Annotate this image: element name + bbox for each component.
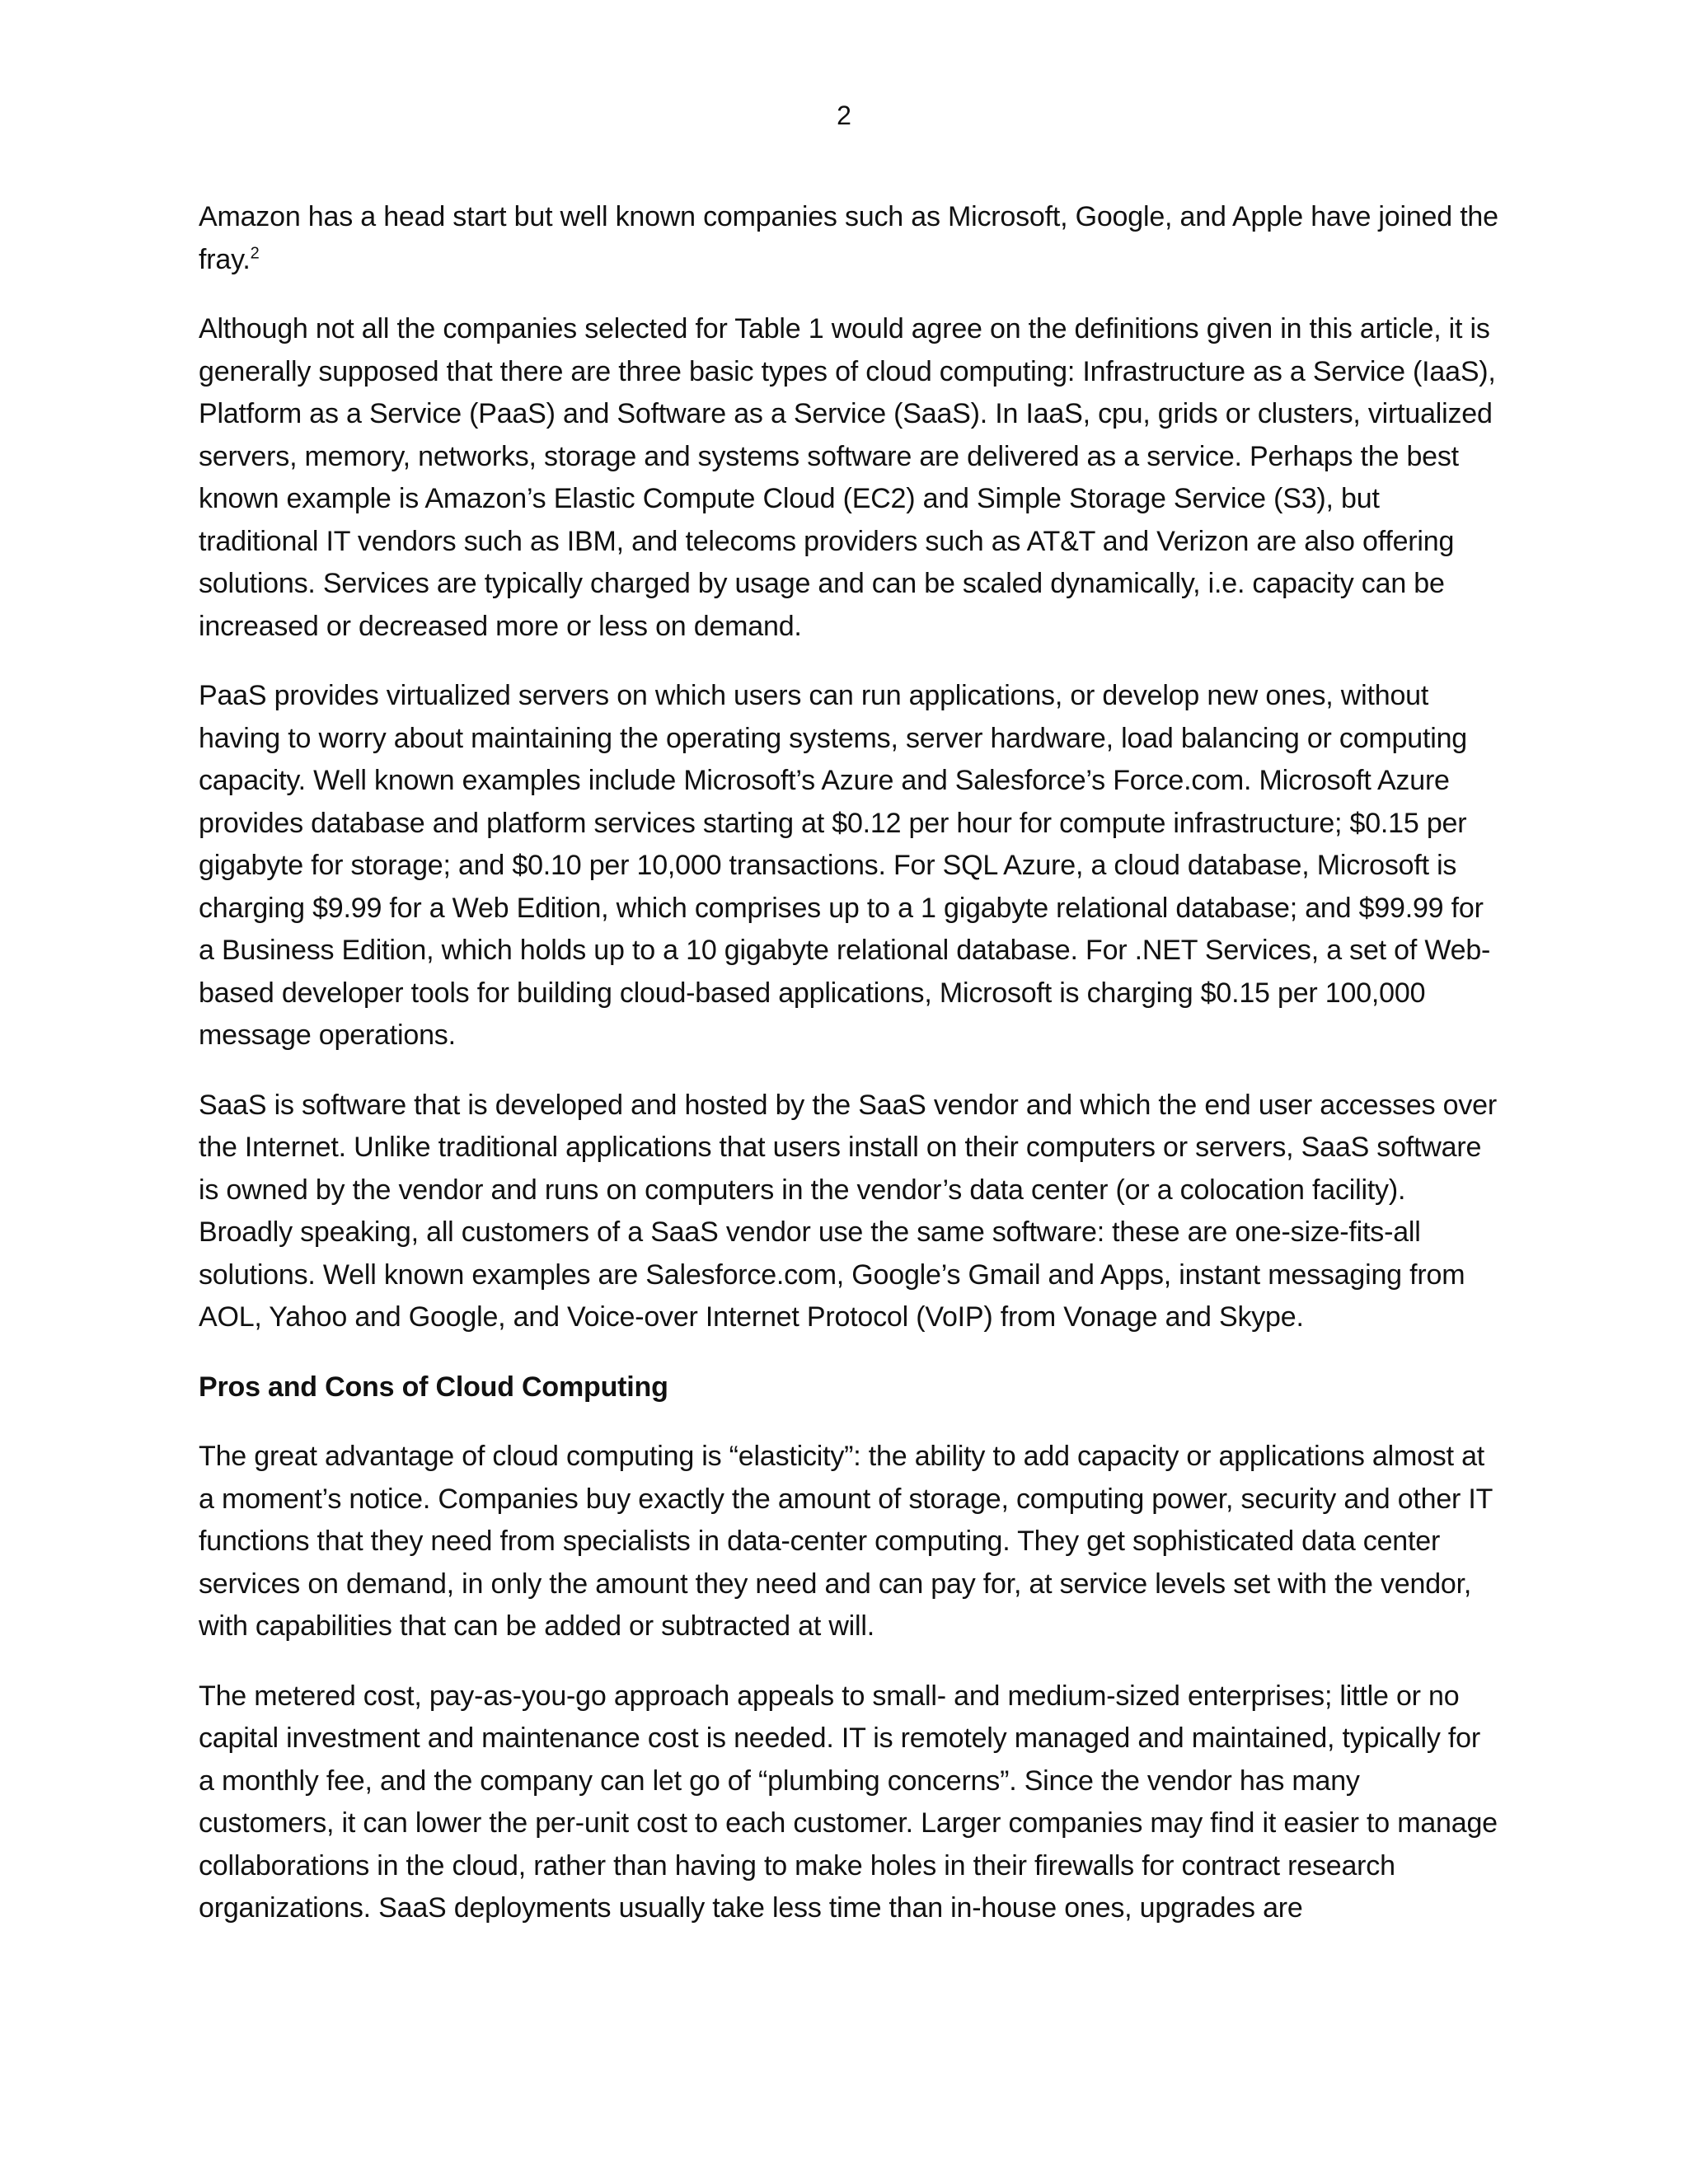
paragraph-intro xyxy=(199,196,1501,281)
paragraph-elasticity: The great advantage of cloud computing is “elasticity”: the ability to add capacity or applications almost at a moment’s notice. Companies buy exactly the amount of storage, computing power, security and other IT functions that they need from specialists in data-center computing. They get sophisticated data center services on demand, in only the amount they need and can pay for, at service levels set with the vendor, with capabilities that can be added or subtracted at will. xyxy=(199,1441,1493,1642)
paragraph-paas: PaaS provides virtualized servers on which users can run applications, or develop new ones, without having to worry about maintaining the operating systems, server hardware, load balancing or computing capacity. Well known examples include Microsoft’s Azure and Salesforce’s Force.com. Microsoft Azure provides database and platform services starting at $0.12 per hour for compute infrastructure; $0.15 per gigabyte for storage; and $0.10 per 10,000 transactions. For SQL Azure, a cloud database, Microsoft is charging $9.99 for a Web Edition, which comprises up to a 1 gigabyte relational database; and $99.99 for a Business Edition, which holds up to a 10 gigabyte relational database. For .NET Services, a set of Web-based developer tools for building cloud-based applications, Microsoft is charging $0.15 per 100,000 message operations. xyxy=(199,680,1491,1051)
paragraph-saas: SaaS is software that is developed and hosted by the SaaS vendor and which the end user accesses over the Internet. Unlike traditional applications that users install on their computers or servers, SaaS software is owned by the vendor and runs on computers in the vendor’s data center (or a colocation facility). Broadly speaking, all customers of a SaaS vendor use the same software: these are one-size-fits-all solutions. Well known examples are Salesforce.com, Google’s Gmail and Apps, instant messaging from AOL, Yahoo and Google, and Voice-over Internet Protocol (VoIP) from Vonage and Skype. xyxy=(199,1089,1498,1333)
section-heading: Pros and Cons of Cloud Computing xyxy=(199,1371,668,1403)
footnote-marker: 2 xyxy=(250,244,260,263)
page-number: 2 xyxy=(837,101,851,130)
paragraph-metered-cost: The metered cost, pay-as-you-go approach appeals to small- and medium-sized enterprises; little or no capital investment and maintenance cost is needed. IT is remotely managed and maintained, typically for a monthly fee, and the company can let go of “plumbing concerns”. Since the vendor has many customers, it can lower the per-unit cost to each customer. Larger companies may find it easier to manage collaborations in the cloud, rather than having to make holes in their firewalls for contract research organizations. SaaS deployments usually take less time than in-house ones, upgrades are xyxy=(199,1680,1498,1924)
paragraph-cloud-types: Although not all the companies selected for Table 1 would agree on the definitions given in this article, it is generally supposed that there are three basic types of cloud computing: Infrastructure as a Service (IaaS), Platform as a Service (PaaS) and Software as a Service (SaaS). In IaaS, cpu, grids or clusters, virtualized servers, memory, networks, storage and systems software are delivered as a service. Perhaps the best known example is Amazon’s Elastic Compute Cloud (EC2) and Simple Storage Service (S3), but traditional IT vendors such as IBM, and telecoms providers such as AT&T and Verizon are also offering solutions. Services are typically charged by usage and can be scaled dynamically, i.e. capacity can be increased or decreased more or less on demand. xyxy=(199,313,1496,642)
paragraph-intro-text: Amazon has a head start but well known companies such as Microsoft, Google, and Apple have joined the fray. xyxy=(199,201,1498,275)
document-body xyxy=(199,196,1501,1957)
